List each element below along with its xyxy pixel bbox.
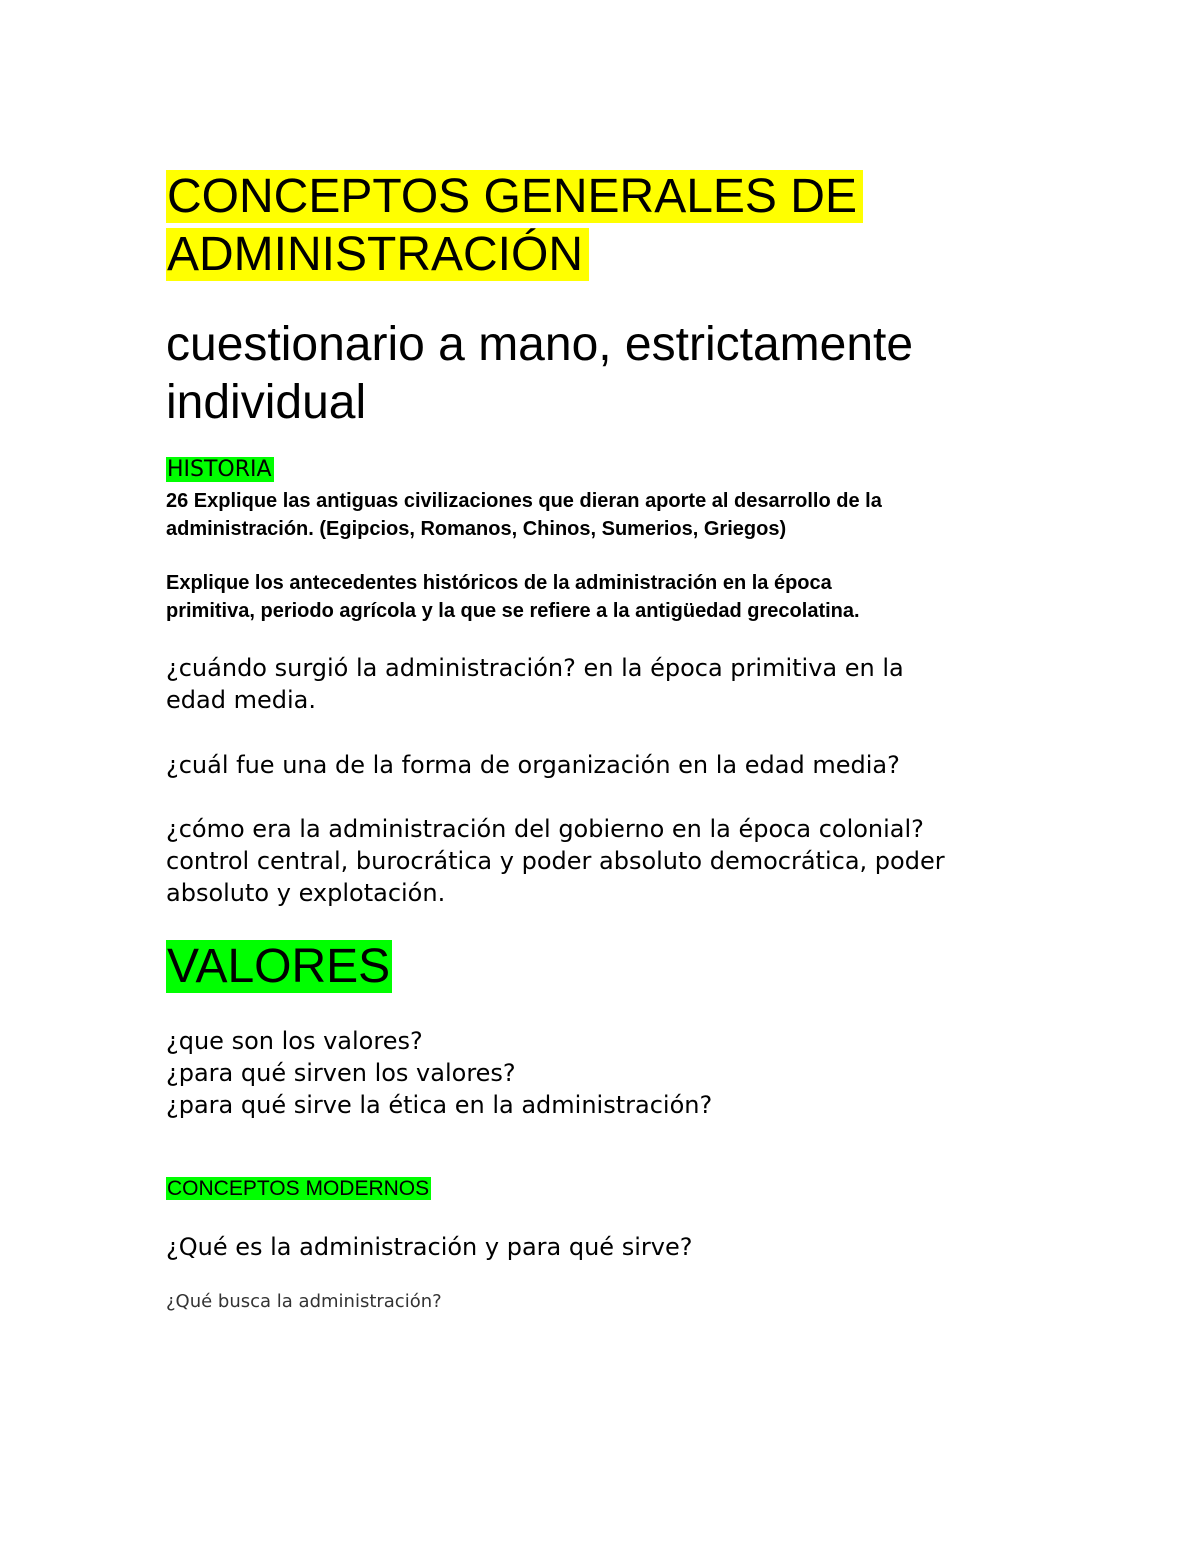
document-subtitle <box>166 316 913 432</box>
question-surgio-line-1: ¿cuándo surgió la administración? en la época primitiva en la <box>166 654 904 682</box>
historia-heading <box>166 455 274 485</box>
conceptos-modernos-heading-text: CONCEPTOS MODERNOS <box>167 1177 430 1200</box>
question-colonial-line-3: absoluto y explotación. <box>166 879 446 907</box>
question-civilizaciones-line-1: 26 Explique las antiguas civilizaciones que dieran aporte al desarrollo de la <box>166 490 882 512</box>
question-civilizaciones-line-2: administración. (Egipcios, Romanos, Chinos, Sumerios, Griegos) <box>166 518 787 540</box>
valores-heading <box>166 938 392 996</box>
question-que-es <box>166 1231 692 1263</box>
question-antecedentes-line-1: Explique los antecedentes históricos de la administración en la época <box>166 572 832 594</box>
valores-question-2: ¿para qué sirven los valores? <box>166 1059 516 1087</box>
historia-heading-text: HISTORIA <box>167 457 272 482</box>
question-colonial-line-2: control central, burocrática y poder absoluto democrática, poder <box>166 847 945 875</box>
valores-question-3: ¿para qué sirve la ética en la administración? <box>166 1091 713 1119</box>
document-title <box>166 168 863 284</box>
title-line-2: ADMINISTRACIÓN <box>166 228 589 281</box>
subtitle-line-2: individual <box>166 376 367 429</box>
question-que-es-text: ¿Qué es la administración y para qué sirve? <box>166 1233 693 1261</box>
subtitle-line-1: cuestionario a mano, estrictamente <box>166 318 914 371</box>
question-busca-text: ¿Qué busca la administración? <box>166 1291 442 1312</box>
question-colonial-line-1: ¿cómo era la administración del gobierno en la época colonial? <box>166 815 924 843</box>
valores-questions <box>166 1025 712 1121</box>
conceptos-modernos-heading <box>166 1174 431 1204</box>
question-organizacion <box>166 749 900 781</box>
question-civilizaciones <box>166 487 882 543</box>
question-antecedentes-line-2: primitiva, periodo agrícola y la que se refiere a la antigüedad grecolatina. <box>166 600 860 622</box>
question-colonial <box>166 813 945 909</box>
valores-question-1: ¿que son los valores? <box>166 1027 423 1055</box>
question-organizacion-text: ¿cuál fue una de la forma de organización en la edad media? <box>166 751 900 779</box>
valores-heading-text: VALORES <box>167 940 391 993</box>
question-surgio <box>166 652 904 716</box>
question-busca <box>166 1289 442 1315</box>
question-surgio-line-2: edad media. <box>166 686 316 714</box>
title-line-1: CONCEPTOS GENERALES DE <box>166 170 863 223</box>
question-antecedentes <box>166 569 860 625</box>
